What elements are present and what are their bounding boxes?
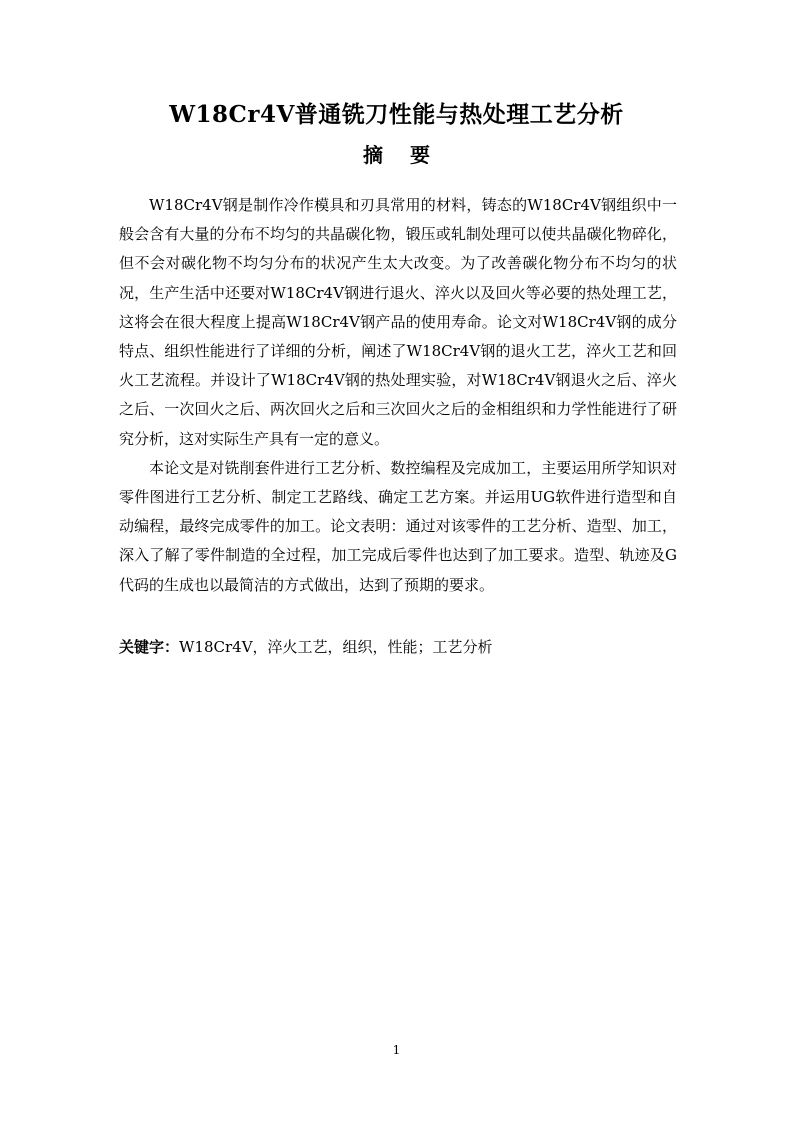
page-number: 1: [392, 1043, 401, 1057]
abstract-heading: 摘 要: [363, 143, 440, 167]
abstract-paragraph-1: W18Cr4V钢是制作冷作模具和刃具常用的材料，铸态的W18Cr4V钢组织中一般会含有大量的分布不均匀的共晶碳化物，锻压或轧制处理可以使共晶碳化物碎化，但不会对碳化物不均匀分布的状况产生太大改变。为了改善碳化物分布不均匀的状况，生产生活中还要对W18Cr4V钢进行退火、淬火以及回火等必要的热处理工艺，这将会在很大程度上提高W18Cr4V钢产品的使用寿命。论文对W18Cr4V钢的成分特点、组织性能进行了详细的分析，阐述了W18Cr4V钢的退火工艺，淬火工艺和回火工艺流程。并设计了W18Cr4V钢的热处理实验，对W18Cr4V钢退火之后、淬火之后、一次回火之后、两次回火之后和三次回火之后的金相组织和力学性能进行了研究分析，这对实际生产具有一定的意义。: [119, 196, 677, 448]
keywords-label: 关键字：: [119, 638, 180, 656]
abstract-body: [119, 191, 677, 600]
keywords-value: W18Cr4V，淬火工艺，组织，性能；工艺分析: [179, 638, 493, 656]
document-title: W18Cr4V普通铣刀性能与热处理工艺分析: [169, 101, 624, 128]
abstract-paragraph-2: 本论文是对铣削套件进行工艺分析、数控编程及完成加工，主要运用所学知识对零件图进行工艺分析、制定工艺路线、确定工艺方案。并运用UG软件进行造型和自动编程，最终完成零件的加工。论文表明：通过对该零件的工艺分析、造型、加工，深入了解了零件制造的全过程，加工完成后零件也达到了加工要求。造型、轨迹及G代码的生成也以最简洁的方式做出，达到了预期的要求。: [119, 458, 677, 594]
keywords-line: [119, 633, 679, 661]
